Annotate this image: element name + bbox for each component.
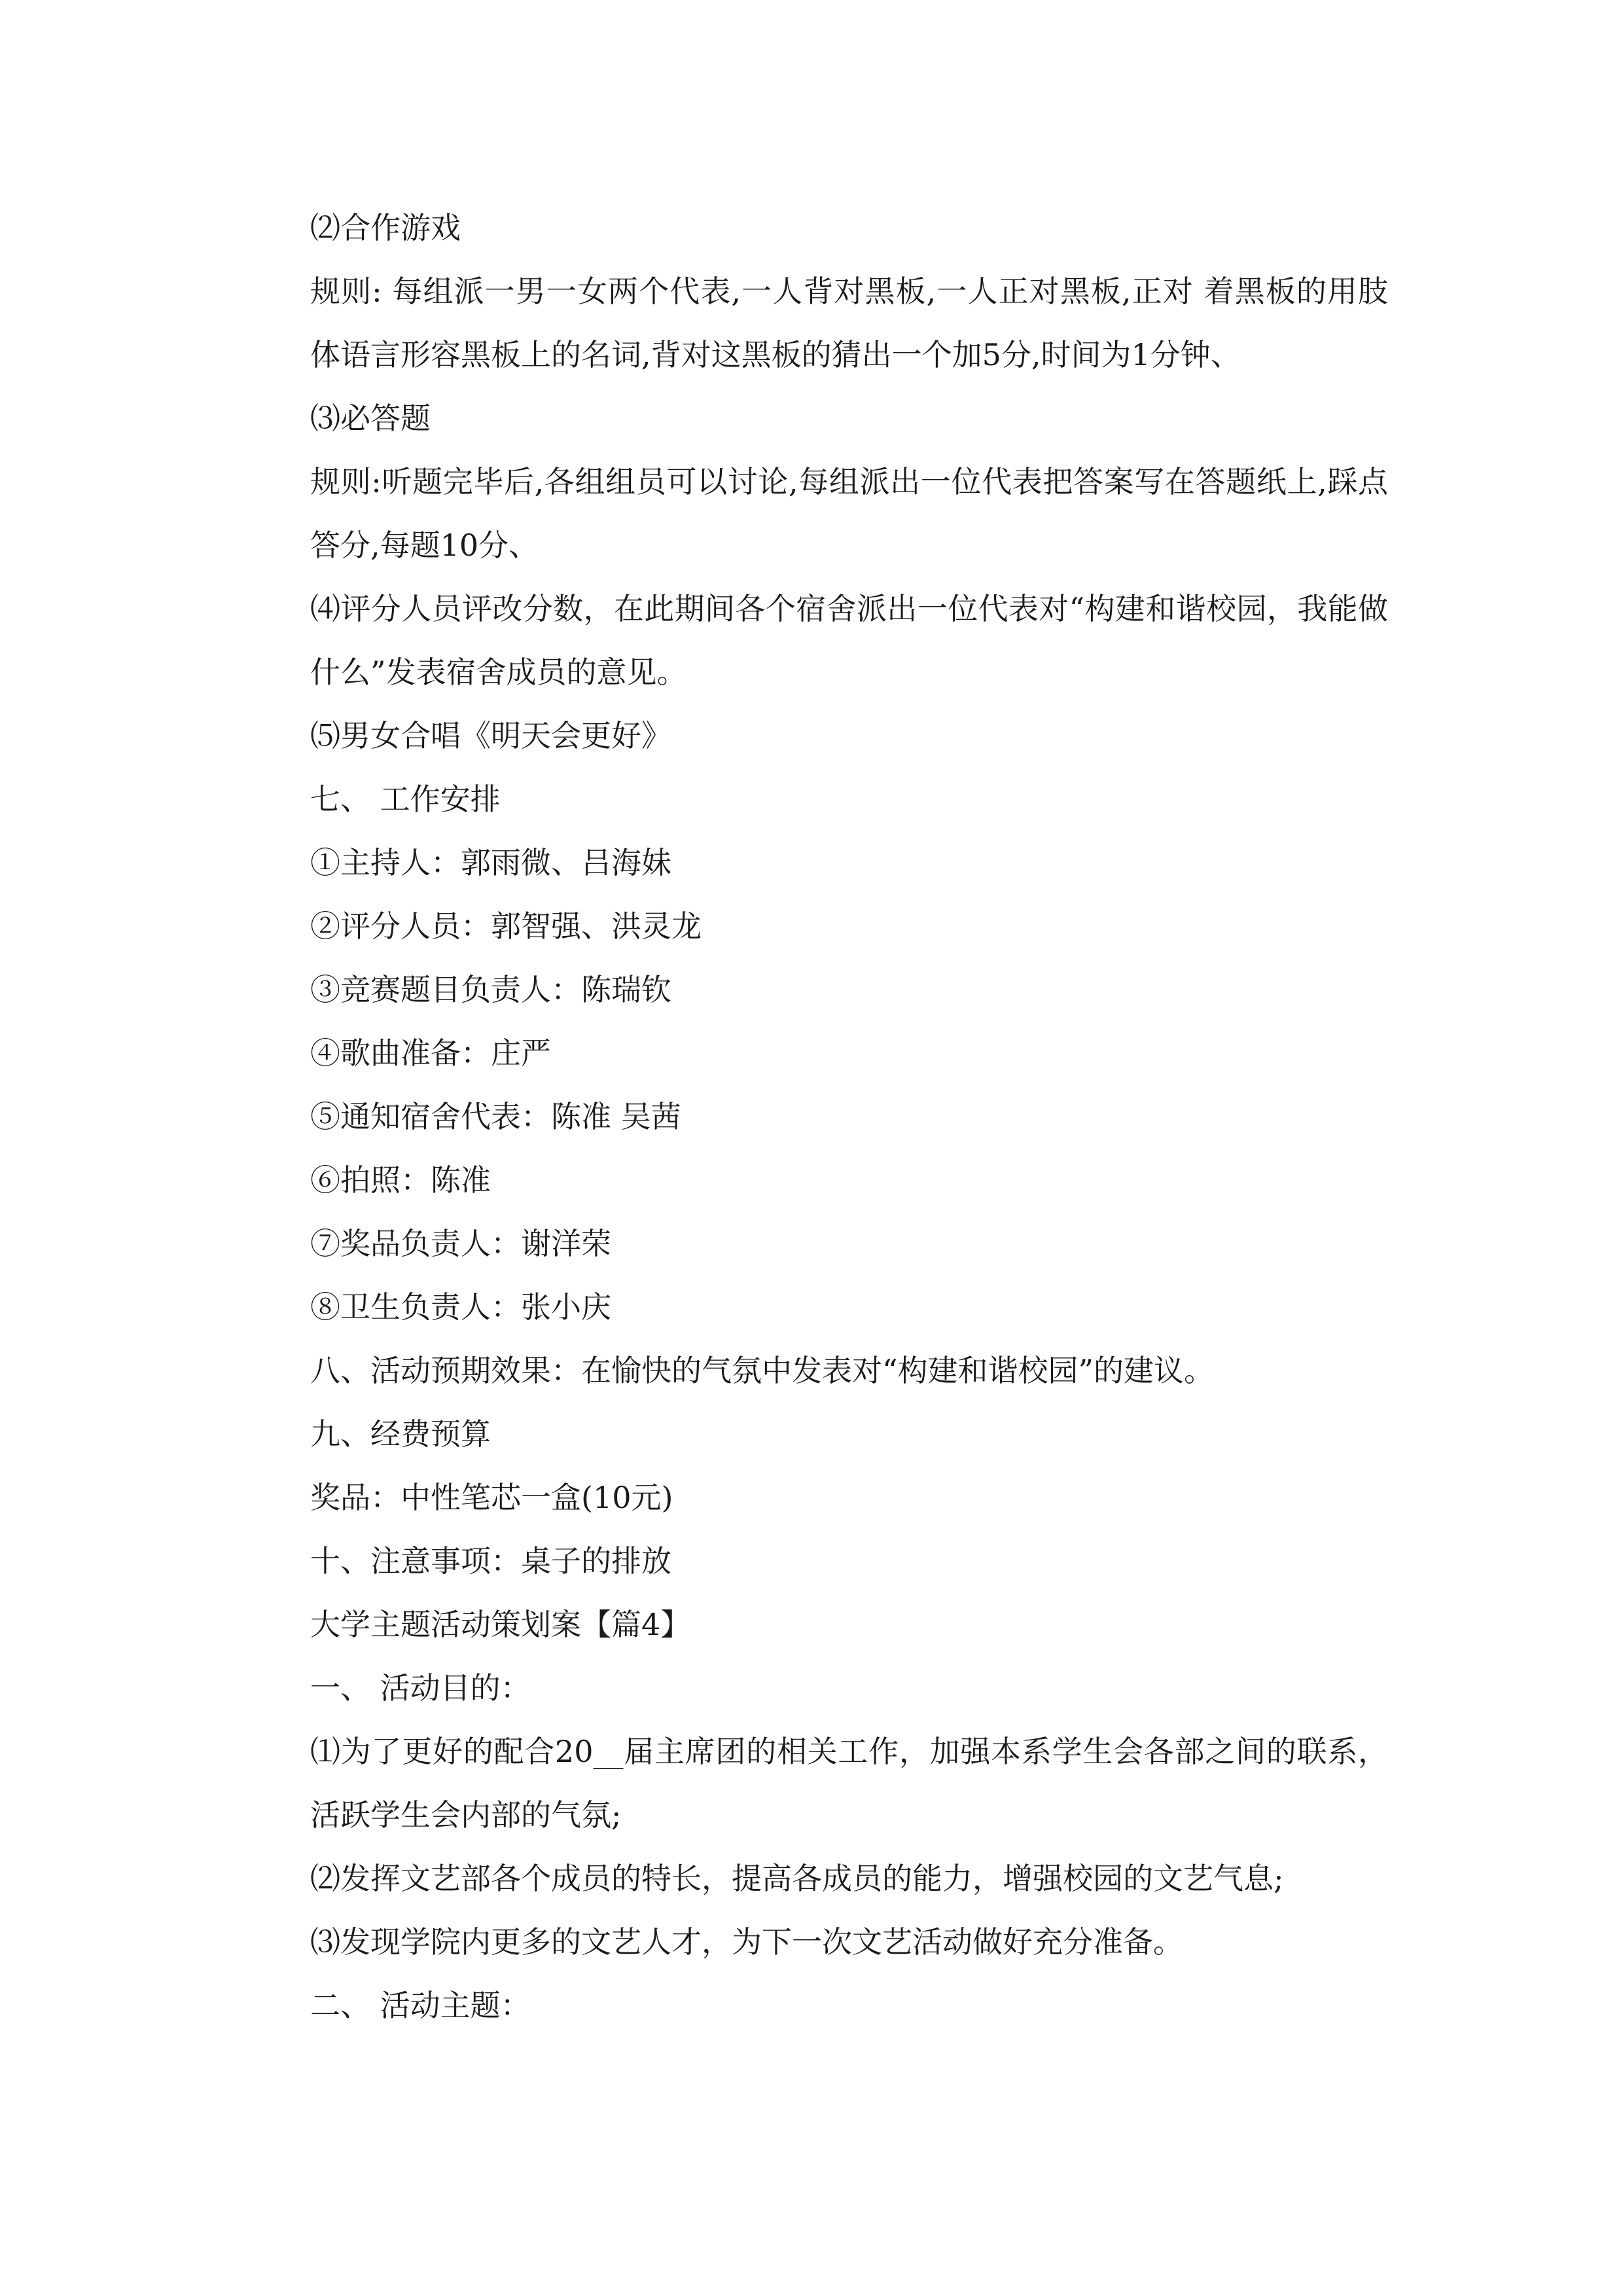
paragraph-purpose-2: ⑵发挥文艺部各个成员的特长，提高各成员的能力，增强校园的文艺气息; <box>310 1861 1284 1896</box>
list-item-prizes: ⑦奖品负责人：谢洋荣 <box>310 1226 611 1261</box>
heading-activity-purpose: 一、 活动目的： <box>310 1670 531 1706</box>
heading-activity-theme: 二、 活动主题： <box>310 1988 531 2023</box>
heading-notes: 十、注意事项：桌子的排放 <box>310 1543 671 1579</box>
heading-budget: 九、经费预算 <box>310 1416 491 1452</box>
paragraph-scoring: ⑷评分人员评改分数，在此期间各个宿舍派出一位代表对“构建和谐校园，我能做什么”发表宿舍成员的意见。 <box>310 591 1388 690</box>
document-body <box>246 196 1388 2037</box>
paragraph-purpose-1: ⑴为了更好的配合20__届主席团的相关工作，加强本系学生会各部之间的联系，活跃学生会内部的气氛; <box>310 1734 1388 1833</box>
paragraph-chorus: ⑸男女合唱《明天会更好》 <box>310 718 671 753</box>
paragraph-required-questions: ⑶必答题 <box>310 401 431 436</box>
list-item-hygiene: ⑧卫生负责人：张小庆 <box>310 1289 611 1325</box>
list-item-notify: ⑤通知宿舍代表：陈准 吴茜 <box>310 1099 681 1134</box>
list-item-judges: ②评分人员：郭智强、洪灵龙 <box>310 908 702 944</box>
paragraph-game-rules: 规则: 每组派一男一女两个代表,一人背对黑板,一人正对黑板,正对 着黑板的用肢体语言形容黑板上的名词,背对这黑板的猜出一个加5分,时间为1分钟、 <box>310 274 1388 372</box>
paragraph-purpose-3: ⑶发现学院内更多的文艺人才，为下一次文艺活动做好充分准备。 <box>310 1924 1183 1960</box>
section-title-plan-4: 大学主题活动策划案【篇4】 <box>310 1607 691 1642</box>
paragraph-prize-cost: 奖品：中性笔芯一盒(10元) <box>310 1480 673 1515</box>
list-item-music: ④歌曲准备：庄严 <box>310 1035 551 1071</box>
paragraph-question-rules: 规则:听题完毕后,各组组员可以讨论,每组派出一位代表把答案写在答题纸上,踩点答分,每题10分、 <box>310 464 1388 563</box>
heading-expected-effect: 八、活动预期效果：在愉快的气氛中发表对“构建和谐校园”的建议。 <box>310 1353 1215 1388</box>
list-item-questions: ③竞赛题目负责人：陈瑞钦 <box>310 972 671 1007</box>
heading-work-arrangement: 七、 工作安排 <box>310 781 501 817</box>
paragraph-cooperation-game: ⑵合作游戏 <box>310 210 461 245</box>
list-item-host: ①主持人：郭雨微、吕海妹 <box>310 845 671 880</box>
list-item-photo: ⑥拍照：陈准 <box>310 1162 491 1198</box>
